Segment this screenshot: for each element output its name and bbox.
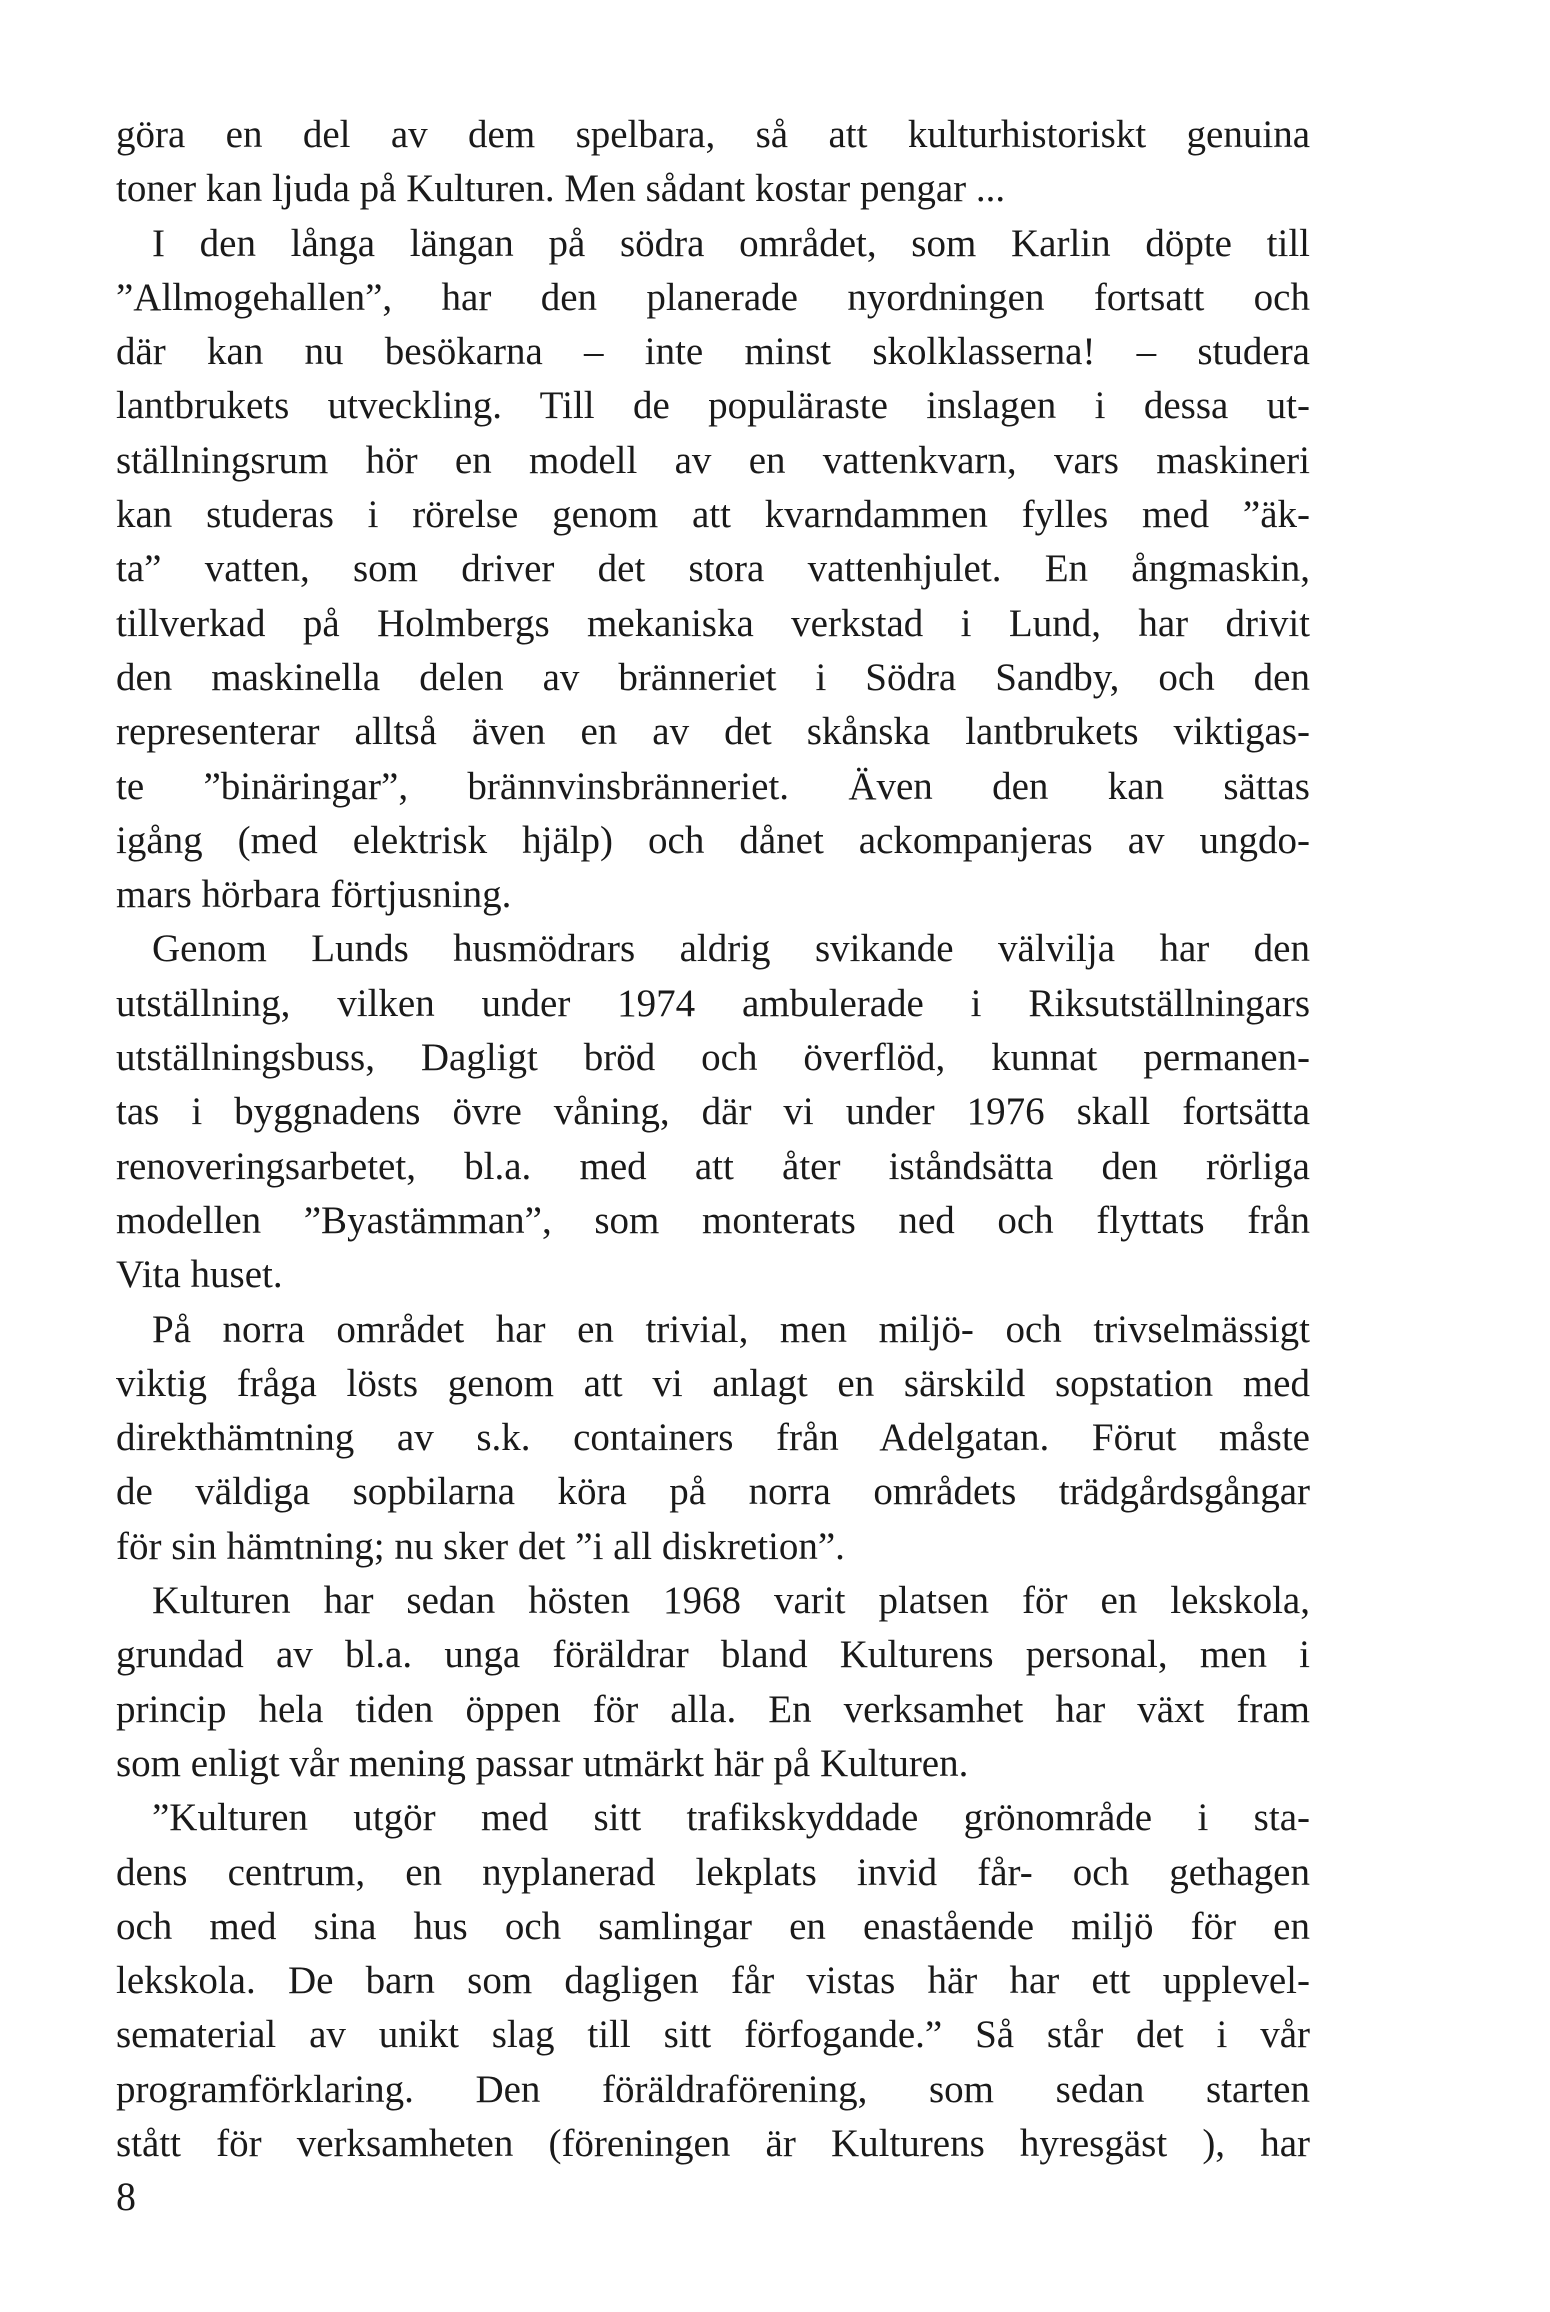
text-line: sematerial av unikt slag till sitt förfogande.” Så står det i vår	[116, 2013, 1310, 2057]
text-line: I den långa längan på södra området, som Karlin döpte till	[152, 221, 1310, 265]
text-line: mars hörbara förtjusning.	[116, 873, 512, 917]
text-line: ta” vatten, som driver det stora vattenhjulet. En ångmaskin,	[116, 547, 1310, 591]
text-line: renoveringsarbetet, bl.a. med att åter iståndsätta den rörliga	[116, 1144, 1310, 1188]
text-line: den maskinella delen av bränneriet i Södra Sandby, och den	[116, 655, 1310, 699]
text-line: där kan nu besökarna – inte minst skolklasserna! – studera	[116, 330, 1310, 374]
text-line: lantbrukets utveckling. Till de populäraste inslagen i dessa ut-	[116, 384, 1310, 428]
text-line: ”Kulturen utgör med sitt trafikskyddade grönområde i sta-	[152, 1796, 1310, 1840]
text-line: viktig fråga lösts genom att vi anlagt en särskild sopstation med	[116, 1361, 1310, 1405]
text-line: göra en del av dem spelbara, så att kulturhistoriskt genuina	[116, 113, 1310, 156]
text-line: direkthämtning av s.k. containers från Adelgatan. Förut måste	[116, 1416, 1310, 1460]
text-line: programförklaring. Den föräldraförening, som sedan starten	[116, 2067, 1310, 2111]
text-line: ställningsrum hör en modell av en vattenkvarn, vars maskineri	[116, 438, 1310, 482]
text-line: te ”binäringar”, brännvinsbränneriet. Även den kan sättas	[116, 764, 1310, 808]
text-line: lekskola. De barn som dagligen får vistas här har ett upplevel-	[116, 1959, 1310, 2003]
text-line: och med sina hus och samlingar en enastående miljö för en	[116, 1904, 1310, 1948]
text-line: kan studeras i rörelse genom att kvarndammen fylles med ”äk-	[116, 493, 1310, 537]
paragraph	[116, 922, 1310, 1302]
text-line: utställning, vilken under 1974 ambulerade i Riksutställningars	[116, 981, 1310, 1025]
text-line: som enligt vår mening passar utmärkt här på Kulturen.	[116, 1741, 969, 1785]
paragraph	[116, 217, 1310, 923]
text-line: På norra området har en trivial, men miljö- och trivselmässigt	[152, 1307, 1310, 1351]
text-line: representerar alltså även en av det skånska lantbrukets viktigas-	[116, 710, 1310, 754]
paragraph	[116, 1303, 1310, 1574]
paragraph	[116, 108, 1310, 217]
text-line: stått för verksamheten (föreningen är Kulturens hyresgäst ), har	[116, 2121, 1310, 2165]
text-line: grundad av bl.a. unga föräldrar bland Kulturens personal, men i	[116, 1633, 1310, 1677]
text-line: de väldiga sopbilarna köra på norra områdets trädgårdsgångar	[116, 1470, 1310, 1514]
text-line: för sin hämtning; nu sker det ”i all diskretion”.	[116, 1524, 845, 1568]
text-line: modellen ”Byastämman”, som monterats ned och flyttats från	[116, 1198, 1310, 1242]
text-line: dens centrum, en nyplanerad lekplats invid får- och gethagen	[116, 1850, 1310, 1894]
page-number: 8	[116, 2174, 136, 2219]
paragraph	[116, 1791, 1310, 2171]
text-line: Kulturen har sedan hösten 1968 varit platsen för en lekskola,	[152, 1579, 1310, 1623]
text-line: Genom Lunds husmödrars aldrig svikande välvilja har den	[152, 927, 1310, 971]
paragraph	[116, 1574, 1310, 1791]
body-text	[116, 108, 1310, 2171]
text-line: toner kan ljuda på Kulturen. Men sådant kostar pengar ...	[116, 167, 1006, 211]
text-line: Vita huset.	[116, 1253, 283, 1297]
text-line: igång (med elektrisk hjälp) och dånet ackompanjeras av ungdo-	[116, 818, 1310, 862]
text-line: tas i byggnadens övre våning, där vi under 1976 skall fortsätta	[116, 1090, 1310, 1134]
text-line: utställningsbuss, Dagligt bröd och överflöd, kunnat permanen-	[116, 1036, 1310, 1080]
text-line: princip hela tiden öppen för alla. En verksamhet har växt fram	[116, 1687, 1310, 1731]
text-line: ”Allmogehallen”, har den planerade nyordningen fortsatt och	[116, 275, 1310, 319]
text-line: tillverkad på Holmbergs mekaniska verkstad i Lund, har drivit	[116, 601, 1310, 645]
